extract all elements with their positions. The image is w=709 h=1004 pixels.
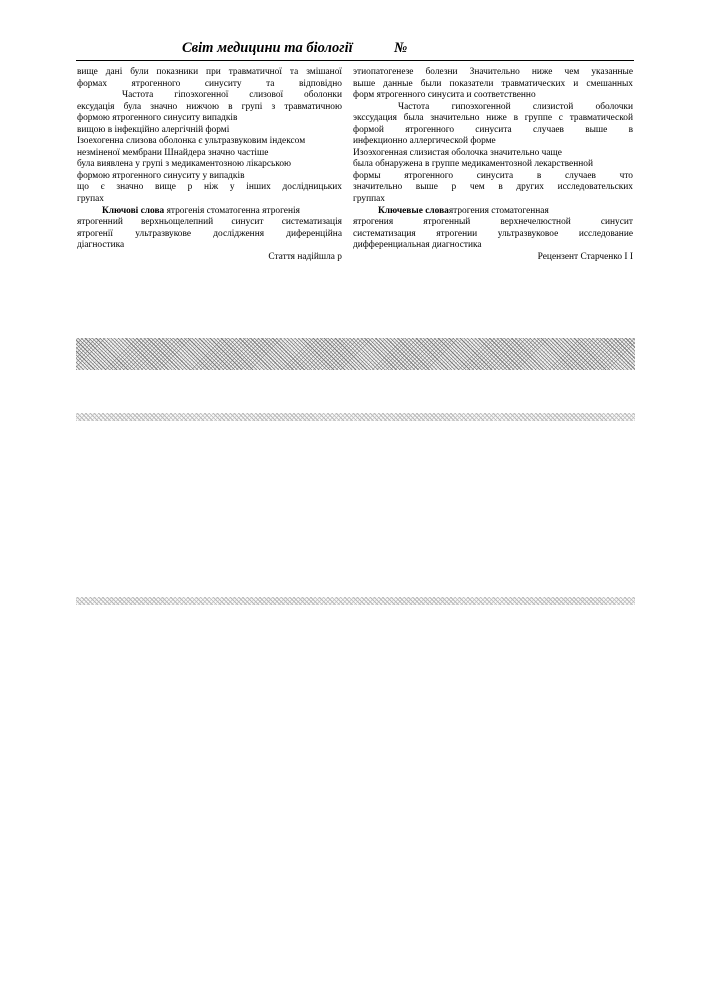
text-line: формою ятрогенного синуситу випадків bbox=[77, 113, 238, 124]
journal-header bbox=[76, 38, 634, 60]
keywords-text: ятрогенія стоматогенна ятрогенія bbox=[164, 205, 300, 216]
text-line: форм ятрогенного синусита и соответственно bbox=[353, 90, 536, 101]
keywords-line bbox=[353, 206, 633, 218]
text-line: що є значно вище р ніж у інших дослідницьких bbox=[77, 182, 342, 193]
text-line: Изоэхогенная слизистая оболочка значительно чаще bbox=[353, 147, 562, 158]
text-line: была обнаружена в группе медикаментозной лекарственной bbox=[353, 159, 593, 170]
keywords-label: Ключевые слова bbox=[378, 205, 449, 216]
text-line: формою ятрогенного синуситу у випадків bbox=[77, 170, 245, 181]
hatched-separator-band bbox=[76, 338, 635, 370]
issue-number-sign: № bbox=[394, 40, 408, 56]
russian-summary-column bbox=[353, 67, 633, 263]
text-line: формах ятрогенного синуситу та відповідно bbox=[77, 78, 342, 89]
text-line: Частота гипоэхогенной слизистой оболочки bbox=[398, 101, 633, 112]
keywords-line bbox=[77, 206, 342, 218]
text-line: була виявлена у групі з медикаментозною лікарською bbox=[77, 159, 292, 170]
hatched-divider bbox=[76, 597, 635, 605]
received-date: Стаття надійшла р bbox=[268, 251, 342, 262]
text-line: вищою в інфекційно алергічній формі bbox=[77, 124, 230, 135]
text-line: инфекционно аллергической форме bbox=[353, 136, 496, 147]
reviewer-name: Рецензент Старченко І І bbox=[537, 251, 633, 262]
text-line: вище дані були показники при травматичної та змішаної bbox=[77, 67, 342, 77]
journal-title: Світ медицини та біології bbox=[182, 40, 353, 56]
keywords-text: ятрогения стоматогенная bbox=[448, 205, 549, 216]
text-line: формы ятрогенного синусита в случаев что bbox=[353, 170, 633, 181]
ukrainian-summary-column bbox=[77, 67, 342, 263]
text-line: Частота гіпоэхогенної слизової оболонки bbox=[122, 90, 342, 101]
text-line: выше данные были показатели травматических и смешанных bbox=[353, 78, 633, 89]
keywords-line: ятрогенії ультразвукове дослідження диференційна bbox=[77, 228, 342, 239]
text-line: ексудація була значно нижчою в групі з травматичною bbox=[77, 101, 342, 112]
text-line: групах bbox=[77, 194, 104, 205]
keywords-line: дифференциальная диагностика bbox=[353, 240, 482, 251]
text-line: этиопатогенезе болезни Значительно ниже чем указанные bbox=[353, 67, 633, 77]
keywords-line: ятрогения ятрогенный верхнечелюстной синусит bbox=[353, 217, 633, 228]
text-line: значительно выше р чем в других исследовательских bbox=[353, 182, 633, 193]
header-rule bbox=[76, 60, 634, 61]
hatched-divider bbox=[76, 413, 635, 421]
keywords-line: ятрогенний верхньощелепний синусит систематизація bbox=[77, 217, 342, 228]
text-line: Ізоехогенна слизова оболонка є ультразвуковим індексом bbox=[77, 136, 306, 147]
text-line: незміненої мембрани Шнайдера значно частіше bbox=[77, 147, 269, 158]
text-line: группах bbox=[353, 194, 385, 205]
text-line: экссудация была значительно ниже в группе с травматической bbox=[353, 113, 633, 124]
keywords-label: Ключові слова bbox=[102, 205, 165, 216]
text-line: формой ятрогенного синусита случаев выше в bbox=[353, 124, 633, 135]
keywords-line: діагностика bbox=[77, 240, 125, 251]
keywords-line: систематизация ятрогении ультразвуковое исследование bbox=[353, 228, 633, 239]
